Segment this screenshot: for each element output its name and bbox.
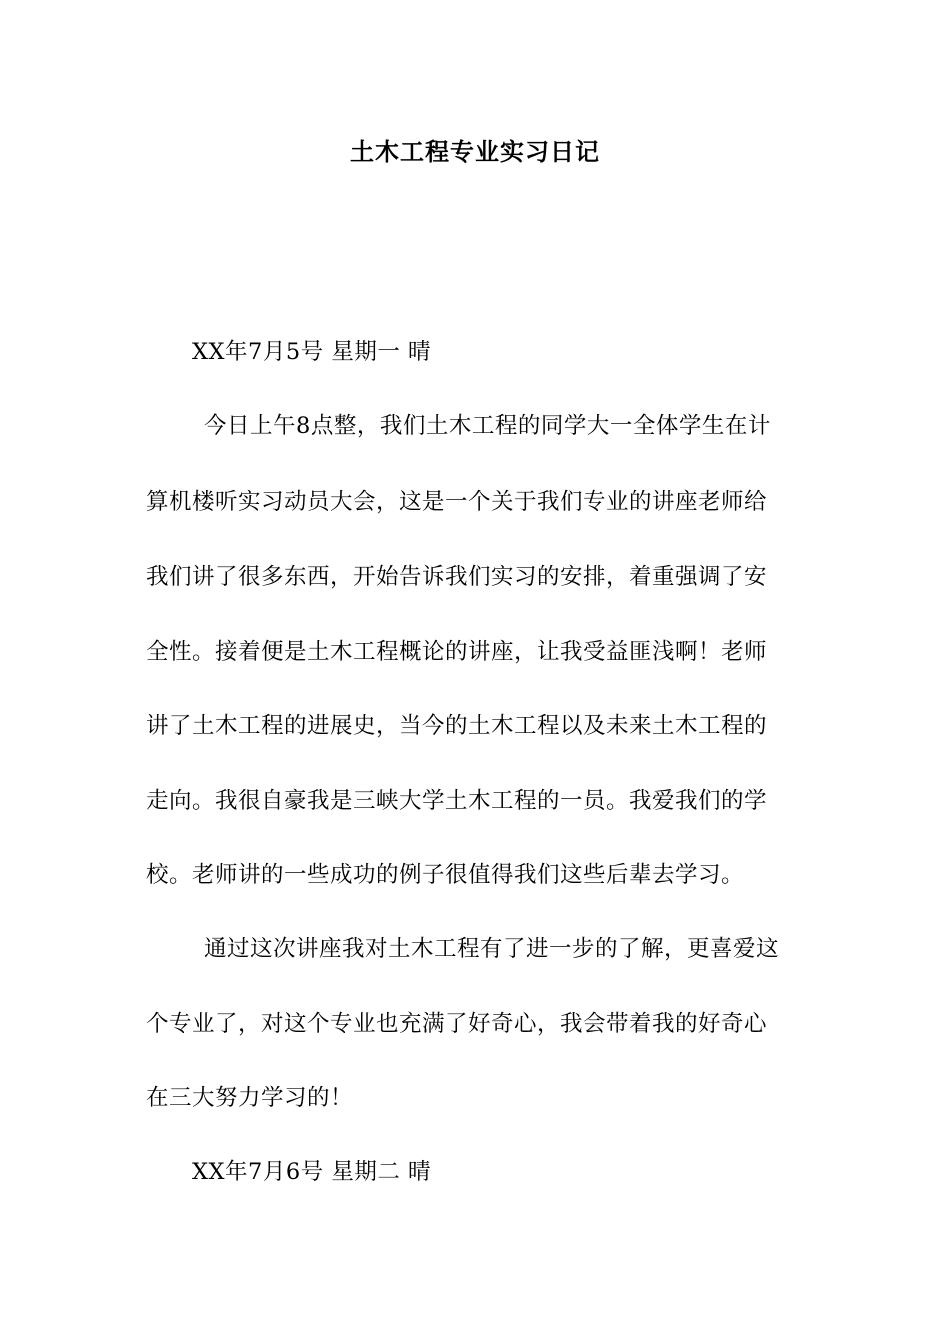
paragraph-1-line-2: 算机楼听实习动员大会，这是一个关于我们专业的讲座老师给	[146, 489, 768, 515]
entry-date-1: XX年7月5号 星期一 晴	[192, 339, 431, 365]
paragraph-1-line-7: 校。老师讲的一些成功的例子很值得我们这些后辈去学习。	[146, 862, 745, 888]
paragraph-1-line-6: 走向。我很自豪我是三峡大学土木工程的一员。我爱我们的学	[146, 788, 768, 814]
paragraph-2-line-3: 在三大努力学习的！	[146, 1085, 354, 1111]
paragraph-1-line-4: 全性。接着便是土木工程概论的讲座，让我受益匪浅啊！老师	[146, 639, 768, 665]
paragraph-1-line-1: 今日上午8点整，我们土木工程的同学大一全体学生在计	[204, 413, 771, 439]
paragraph-1-line-3: 我们讲了很多东西，开始告诉我们实习的安排，着重强调了安	[146, 564, 768, 590]
paragraph-2-line-2: 个专业了，对这个专业也充满了好奇心，我会带着我的好奇心	[146, 1011, 768, 1037]
paragraph-1-line-5: 讲了土木工程的进展史，当今的土木工程以及未来土木工程的	[146, 713, 768, 739]
paragraph-2-line-1: 通过这次讲座我对土木工程有了进一步的了解，更喜爱这	[204, 936, 780, 962]
entry-date-2: XX年7月6号 星期二 晴	[192, 1159, 431, 1185]
document-title: 土木工程专业实习日记	[350, 137, 600, 166]
